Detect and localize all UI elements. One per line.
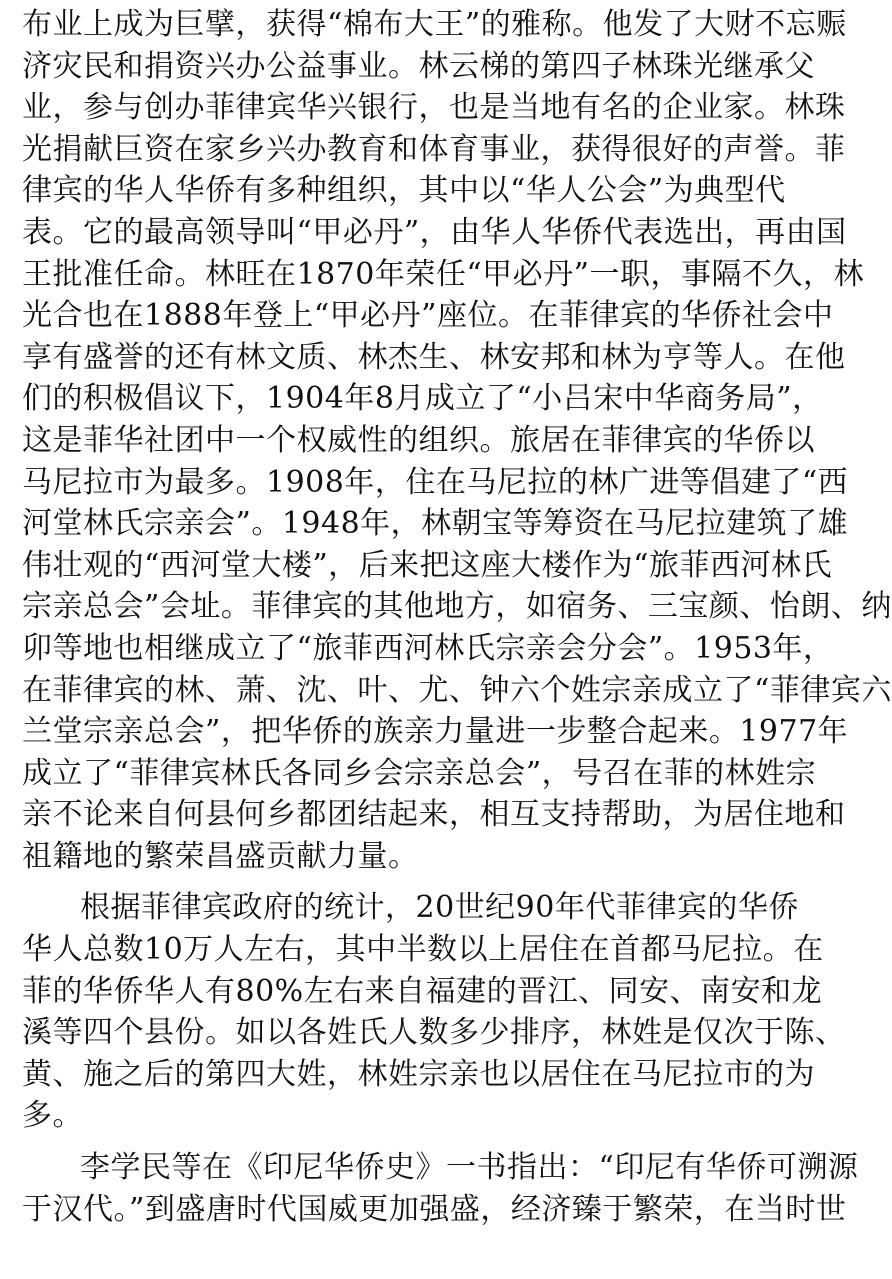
- text-line: 兰堂宗亲总会”，把华侨的族亲力量进一步整合起来。1977年: [22, 714, 849, 750]
- text-line: 李学民等在《印尼华侨史》一书指出：“印尼有华侨可溯源: [80, 1150, 859, 1186]
- text-line: 成立了“菲律宾林氏各同乡会宗亲总会”，号召在菲的林姓宗: [22, 755, 817, 791]
- text-line: 河堂林氏宗亲会”。1948年，林朝宝等筹资在马尼拉建筑了雄: [22, 506, 849, 542]
- text-line: 业，参与创办菲律宾华兴银行，也是当地有名的企业家。林珠: [22, 90, 846, 126]
- text-line: 祖籍地的繁荣昌盛贡献力量。: [22, 838, 419, 874]
- text-line: 根据菲律宾政府的统计，20世纪90年代菲律宾的华侨: [80, 890, 799, 926]
- paragraph-gap: [22, 1137, 770, 1147]
- text-line: 亲不论来自何县何乡都团结起来，相互支持帮助，为居住地和: [22, 797, 846, 833]
- paragraph-1: [22, 4, 892, 877]
- text-line: 律宾的华人华侨有多种组织，其中以“华人公会”为典型代: [22, 173, 786, 209]
- text-line: 这是菲华社团中一个权威性的组织。旅居在菲律宾的华侨以: [22, 422, 815, 458]
- text-line: 王批准任命。林旺在1870年荣任“甲必丹”一职，事隔不久，林: [22, 256, 865, 292]
- paragraph-2: [22, 887, 846, 1137]
- document-page: [22, 4, 892, 1230]
- text-line: 在菲律宾的林、萧、沈、叶、尤、钟六个姓宗亲成立了“菲律宾六: [22, 672, 892, 708]
- text-line: 溪等四个县份。如以各姓氏人数多少排序，林姓是仅次于陈、: [22, 1015, 846, 1051]
- text-line: 菲的华侨华人有80%左右来自福建的晋江、同安、南安和龙: [22, 973, 823, 1009]
- paragraph-3: [22, 1147, 859, 1230]
- text-line: 黄、施之后的第四大姓，林姓宗亲也以居住在马尼拉市的为: [22, 1056, 815, 1092]
- text-line: 光合也在1888年登上“甲必丹”座位。在菲律宾的华侨社会中: [22, 298, 834, 334]
- text-line: 布业上成为巨擘，获得“棉布大王”的雅称。他发了大财不忘赈: [22, 7, 847, 42]
- text-line: 马尼拉市为最多。1908年，住在马尼拉的林广进等倡建了“西: [22, 464, 849, 500]
- text-line: 华人总数10万人左右，其中半数以上居住在首都马尼拉。在: [22, 932, 824, 968]
- text-line: 光捐献巨资在家乡兴办教育和体育事业，获得很好的声誉。菲: [22, 131, 846, 167]
- text-line: 卯等地也相继成立了“旅菲西河林氏宗亲会分会”。1953年，: [22, 630, 834, 666]
- text-line: 于汉代。”到盛唐时代国威更加强盛，经济臻于繁荣，在当时世: [22, 1191, 847, 1227]
- paragraph-gap: [22, 877, 770, 887]
- text-line: 表。它的最高领导叫“甲必丹”，由华人华侨代表选出，再由国: [22, 214, 847, 250]
- text-line: 济灾民和捐资兴办公益事业。林云梯的第四子林珠光继承父: [22, 48, 815, 84]
- text-line: 们的积极倡议下，1904年8月成立了“小吕宋中华商务局”，: [22, 381, 823, 417]
- text-line: 多。: [22, 1098, 83, 1134]
- text-line: 享有盛誉的还有林文质、林杰生、林安邦和林为亨等人。在他: [22, 339, 846, 375]
- text-line: 宗亲总会”会址。菲律宾的其他地方，如宿务、三宝颜、怡朗、纳: [22, 589, 892, 625]
- text-line: 伟壮观的“西河堂大楼”，后来把这座大楼作为“旅菲西河林氏: [22, 547, 833, 583]
